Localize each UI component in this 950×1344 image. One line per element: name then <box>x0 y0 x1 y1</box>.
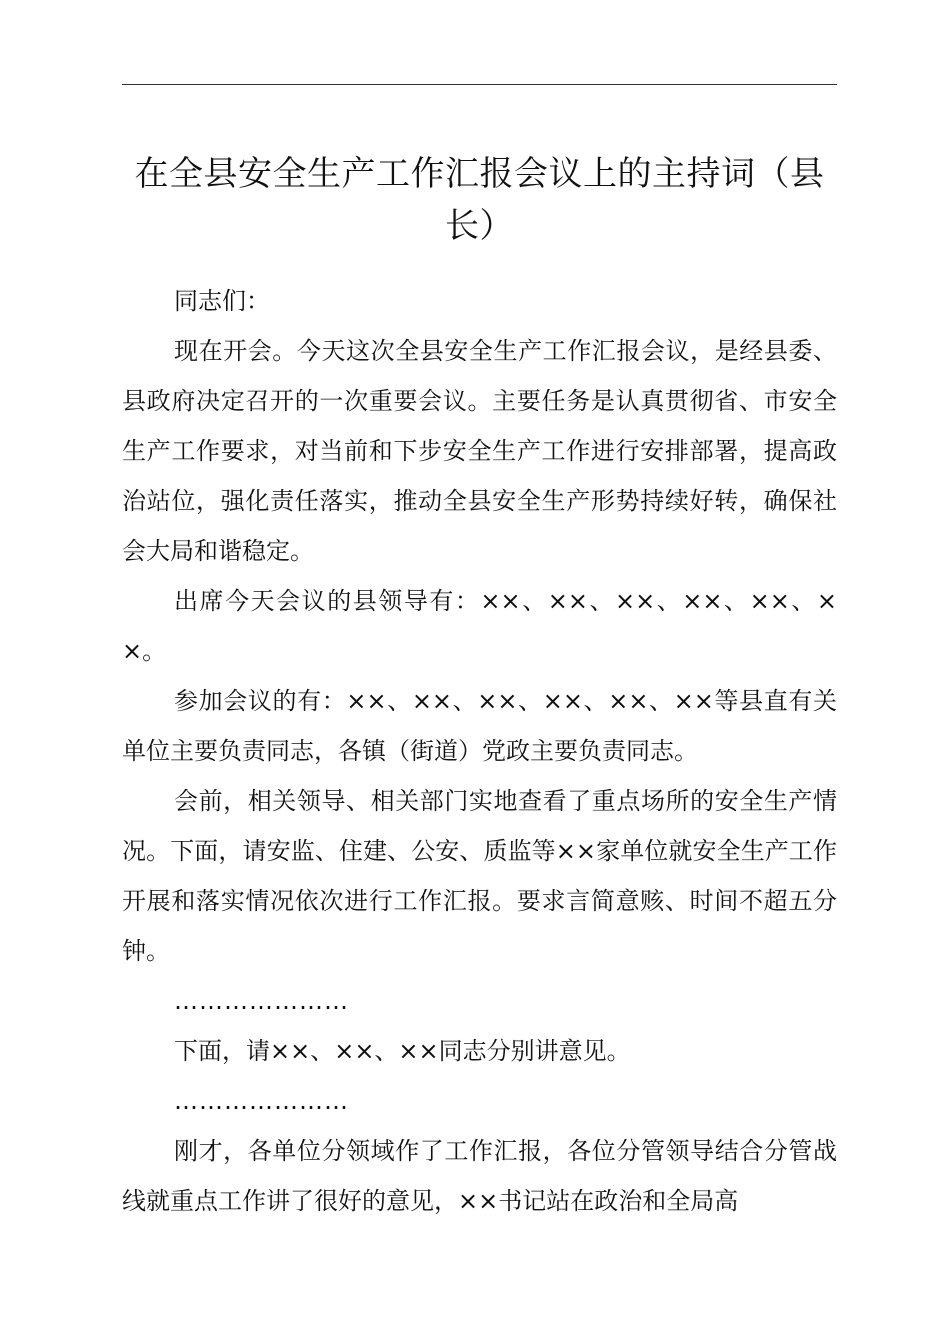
ellipsis-divider: ………………… <box>174 987 349 1015</box>
document-body <box>122 276 837 1226</box>
document-title: 在全县安全生产工作汇报会议上的主持词（县长） <box>134 154 825 246</box>
ellipsis-divider: ………………… <box>174 1087 349 1115</box>
paragraph-attending-leaders: 出席今天会议的县领导有：××、××、××、××、××、××。 <box>122 587 837 665</box>
paragraph-opening: 现在开会。今天这次全县安全生产工作汇报会议，是经县委、县政府决定召开的一次重要会议。主要任务是认真贯彻省、市安全生产工作要求，对当前和下步安全生产工作进行安排部署，提高政治站位，强化责任落实，推动全县安全生产形势持续好转，确保社会大局和谐稳定。 <box>122 337 837 565</box>
paragraph-summary: 刚才，各单位分领域作了工作汇报，各位分管领导结合分管战线就重点工作讲了很好的意见，××书记站在政治和全局高 <box>122 1137 837 1215</box>
paragraph-participants: 参加会议的有：××、××、××、××、××、××等县直有关单位主要负责同志，各镇（街道）党政主要负责同志。 <box>122 687 837 765</box>
salutation: 同志们： <box>174 287 270 315</box>
header-rule <box>122 84 837 85</box>
paragraph-reports: 会前，相关领导、相关部门实地查看了重点场所的安全生产情况。下面，请安监、住建、公安、质监等××家单位就安全生产工作开展和落实情况依次进行工作汇报。要求言简意赅、时间不超五分钟。 <box>122 787 837 965</box>
paragraph-speeches: 下面，请××、××、××同志分别讲意见。 <box>174 1037 631 1065</box>
